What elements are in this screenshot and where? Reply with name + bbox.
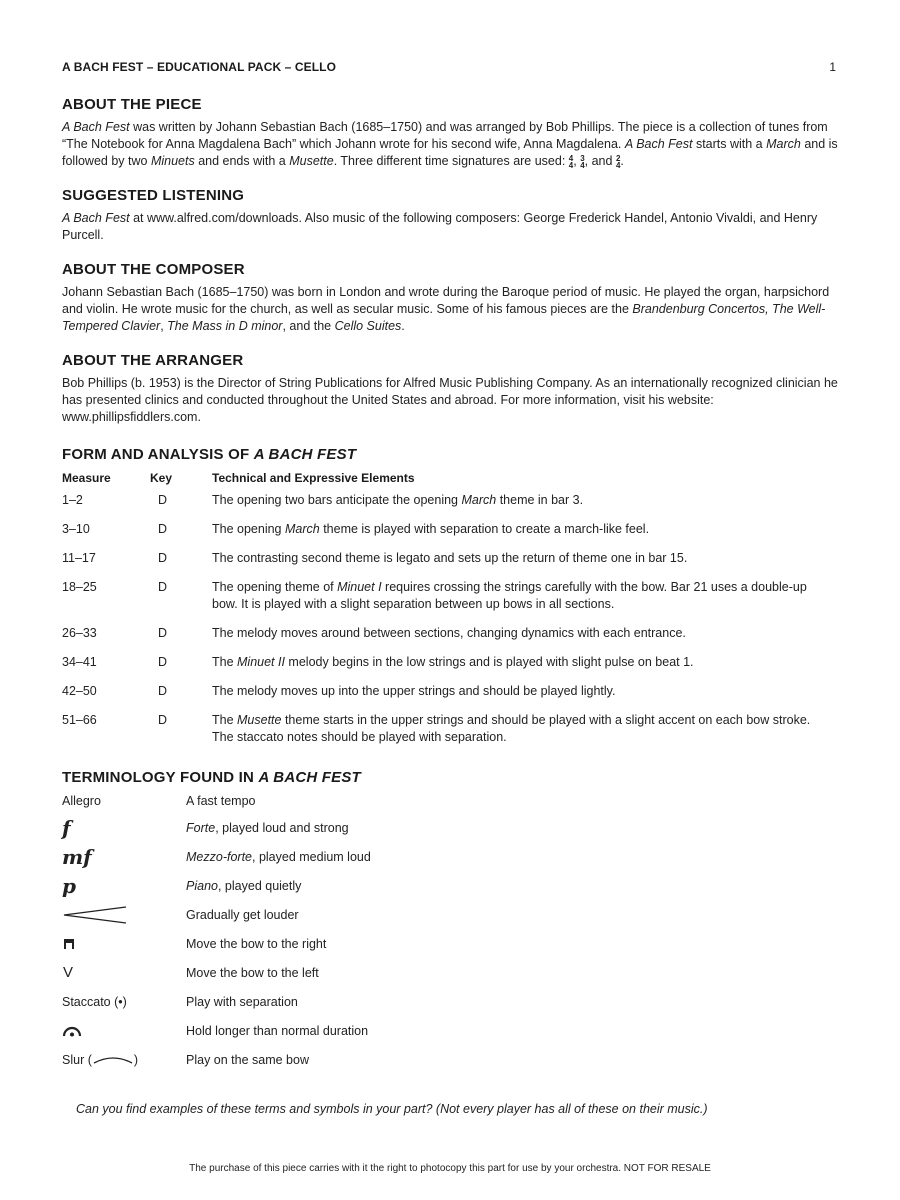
measure-cell: 26–33 [62,626,97,640]
section-form-analysis [62,446,838,752]
term-slur: Slur ( ) [62,1052,139,1067]
about-arranger-text: Bob Phillips (b. 1953) is the Director of String Publications for Alfred Music Publishing Company. As an internationally recognized clinician he has presented clinics and conducted throughout the United States and abroad. For more information, visit his website: www.phillipsfiddlers.com. [62,376,838,424]
section-terminology [62,769,838,1074]
form-table [62,467,838,752]
term-allegro: Allegro [62,793,101,808]
question-text: Can you find examples of these terms and symbols in your part? (Not every player has all of these on their music.) [76,1102,708,1116]
section-suggested-listening [62,187,838,244]
piano-symbol: p [62,873,76,898]
content [62,96,838,1074]
table-row [62,619,838,648]
table-row [62,677,838,706]
term-row-down-bow [62,929,838,958]
term-row-forte [62,813,838,842]
key-cell: D [158,655,168,669]
table-row [62,515,838,544]
down-bow-icon [62,937,76,951]
page-number: 1 [829,60,836,74]
elements-cell: The melody moves around between sections, changing dynamics with each entrance. [212,626,686,640]
heading-about-arranger: ABOUT THE ARRANGER [62,352,244,369]
slur-icon [92,1055,134,1065]
measure-cell: 18–25 [62,580,97,594]
about-piece-text: A Bach Fest was written by Johann Sebastian Bach (1685–1750) and was arranged by Bob Phillips. The piece is a collection of tunes from “The Notebook for Anna Magdalena Bach” which Johann wrote for his second wife, Anna Magdalena. A Bach Fest starts with a March and is followed by two Minuets and ends with a Musette. Three different time signatures are used: 4 4 , 3 4 , and 2 4 . [62,120,838,170]
measure-cell: 1–2 [62,493,83,507]
key-cell: D [158,684,168,698]
table-row [62,489,838,515]
term-row-staccato [62,987,838,1016]
running-header: A BACH FEST – EDUCATIONAL PACK – CELLO [62,60,337,74]
measure-cell: 3–10 [62,522,90,536]
elements-cell: The melody moves up into the upper strings and should be played lightly. [212,684,616,698]
table-row [62,544,838,573]
column-header-key: Key [150,471,173,485]
term-row-up-bow [62,958,838,987]
heading-suggested-listening: SUGGESTED LISTENING [62,187,245,204]
elements-cell: The opening two bars anticipate the opening March theme in bar 3. [212,493,584,507]
elements-cell: The contrasting second theme is legato and sets up the return of theme one in bar 15. [212,551,688,565]
term-row-mezzo-forte [62,842,838,871]
table-row [62,648,838,677]
term-row-allegro [62,788,838,813]
def-mezzo-forte: Mezzo-forte, played medium loud [186,849,371,864]
suggested-listening-text: A Bach Fest at www.alfred.com/downloads. Also music of the following composers: George Frederick Handel, Antonio Vivaldi, and Henry Purcell. [62,211,818,242]
key-cell: D [158,493,168,507]
footer-copyright-note: The purchase of this piece carries with it the right to photocopy this part for use by your orchestra. NOT FOR RESALE [189,1163,711,1174]
key-cell: D [158,713,168,727]
mezzo-forte-symbol: mf [62,844,92,869]
def-up-bow: Move the bow to the left [186,965,319,980]
heading-about-composer: ABOUT THE COMPOSER [62,261,245,278]
table-row [62,573,838,619]
time-signature-3-4: 3 4 [580,154,585,170]
elements-cell: The opening theme of Minuet I requires crossing the strings carefully with the bow. Bar 21 uses a double-up bow. It is played with a slight separation between up bows in all sections. [212,580,807,611]
measure-cell: 51–66 [62,713,97,727]
measure-cell: 34–41 [62,655,97,669]
def-fermata: Hold longer than normal duration [186,1023,369,1038]
term-row-slur [62,1045,838,1074]
forte-symbol: f [62,815,71,840]
elements-cell: The Minuet II melody begins in the low strings and is played with slight pulse on beat 1. [212,655,694,669]
heading-terminology: TERMINOLOGY FOUND IN A BACH FEST [62,769,361,786]
key-cell: D [158,522,168,536]
key-cell: D [158,626,168,640]
key-cell: D [158,551,168,565]
def-forte: Forte, played loud and strong [186,820,349,835]
def-down-bow: Move the bow to the right [186,936,327,951]
heading-about-piece: ABOUT THE PIECE [62,96,202,113]
def-crescendo: Gradually get louder [186,907,299,922]
measure-cell: 42–50 [62,684,97,698]
up-bow-icon: V [63,964,74,981]
term-row-crescendo [62,900,838,929]
column-header-elements: Technical and Expressive Elements [212,471,415,485]
def-allegro: A fast tempo [186,793,256,808]
term-staccato: Staccato (•) [62,994,127,1009]
fermata-icon [62,1024,82,1038]
term-row-piano [62,871,838,900]
key-cell: D [158,580,168,594]
measure-cell: 11–17 [62,551,96,565]
time-signature-4-4: 4 4 [568,154,574,170]
section-about-piece [62,96,838,170]
form-table-body [62,489,838,752]
column-header-measure: Measure [62,471,111,485]
form-table-header [62,467,838,489]
heading-form-analysis: FORM AND ANALYSIS OF A BACH FEST [62,446,357,463]
section-about-arranger [62,352,838,426]
def-piano: Piano, played quietly [186,878,302,893]
term-row-fermata [62,1016,838,1045]
about-composer-text: Johann Sebastian Bach (1685–1750) was born in London and wrote during the Baroque period of music. He played the organ, harpsichord and violin. He wrote music for the church, as well as secular music. Some of his famous pieces are the Brandenburg Concertos, The Well-Tempered Clavier, The Mass in D minor, and the Cello Suites. [62,285,830,333]
def-slur: Play on the same bow [186,1052,309,1067]
elements-cell: The opening March theme is played with separation to create a march-like feel. [212,522,650,536]
time-signature-2-4: 2 4 [615,154,621,170]
section-about-composer [62,261,838,335]
table-row [62,706,838,752]
elements-cell: The Musette theme starts in the upper strings and should be played with a slight accent on each bow stroke. The staccato notes should be played with separation. [212,713,811,744]
crescendo-hairpin-icon [62,905,128,925]
def-staccato: Play with separation [186,994,298,1009]
